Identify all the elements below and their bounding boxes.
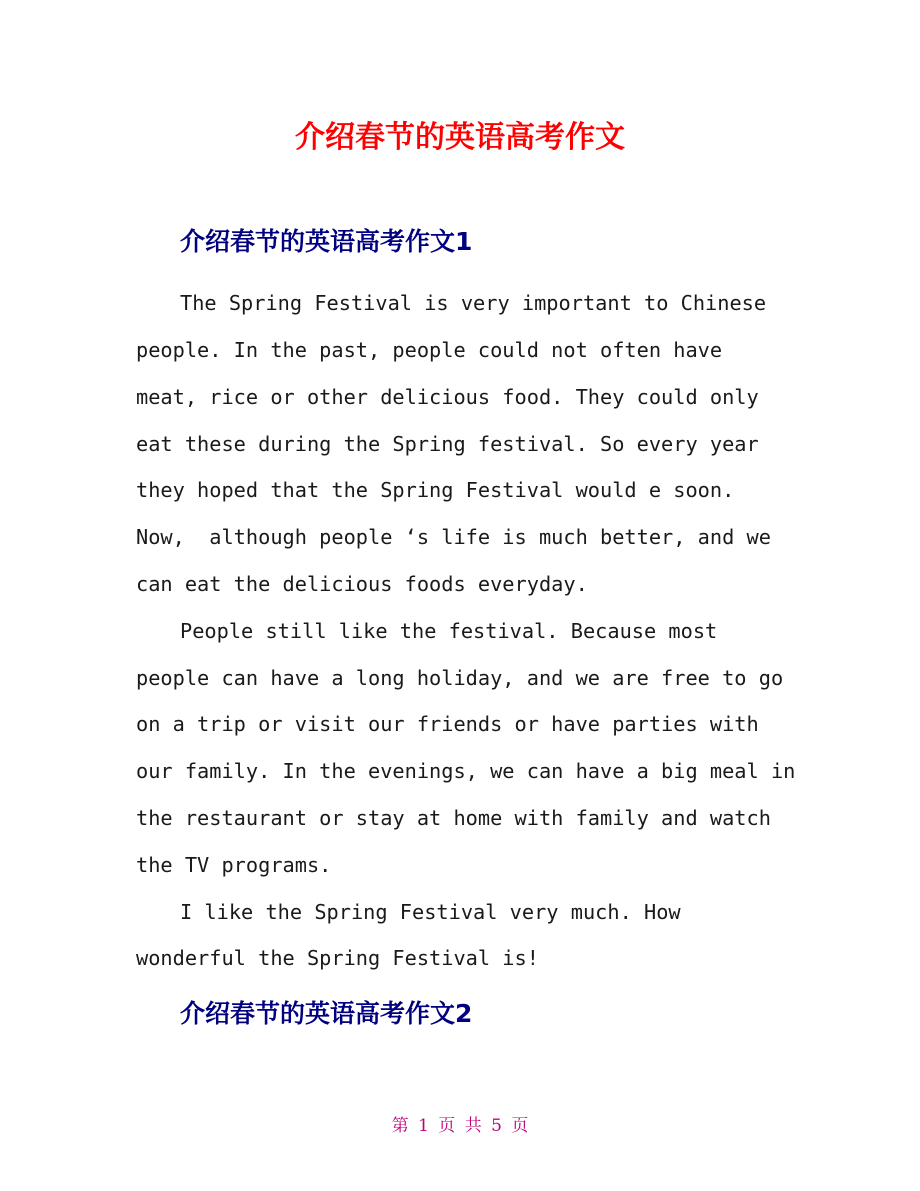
paragraph-line: eat these during the Spring festival. So every year: [136, 432, 759, 456]
paragraph-line: Now, although people ‘s life is much better, and we: [136, 525, 771, 549]
paragraph-line: people. In the past, people could not often have: [136, 338, 723, 362]
paragraph-line: The Spring Festival is very important to Chinese: [180, 291, 767, 315]
paragraph-line: meat, rice or other delicious food. They could only: [136, 385, 759, 409]
paragraph-line: on a trip or visit our friends or have parties with: [136, 712, 759, 736]
paragraph-line: can eat the delicious foods everyday.: [136, 572, 588, 596]
section-heading-1: 介绍春节的英语高考作文1: [180, 227, 473, 256]
paragraph-line: People still like the festival. Because most: [180, 619, 718, 643]
paragraph-line: wonderful the Spring Festival is!: [136, 946, 539, 970]
paragraph-line: people can have a long holiday, and we are free to go: [136, 666, 784, 690]
paragraph-line: the restaurant or stay at home with family and watch: [136, 806, 771, 830]
paragraph-line: the TV programs.: [136, 853, 332, 877]
section-heading-2: 介绍春节的英语高考作文2: [180, 999, 473, 1028]
document-title: 介绍春节的英语高考作文: [295, 120, 625, 155]
page-number-footer: 第 1 页 共 5 页: [391, 1116, 529, 1136]
paragraph-line: they hoped that the Spring Festival would e soon.: [136, 478, 735, 502]
paragraph-line: our family. In the evenings, we can have a big meal in: [136, 759, 796, 783]
paragraph-line: I like the Spring Festival very much. How: [180, 900, 681, 924]
